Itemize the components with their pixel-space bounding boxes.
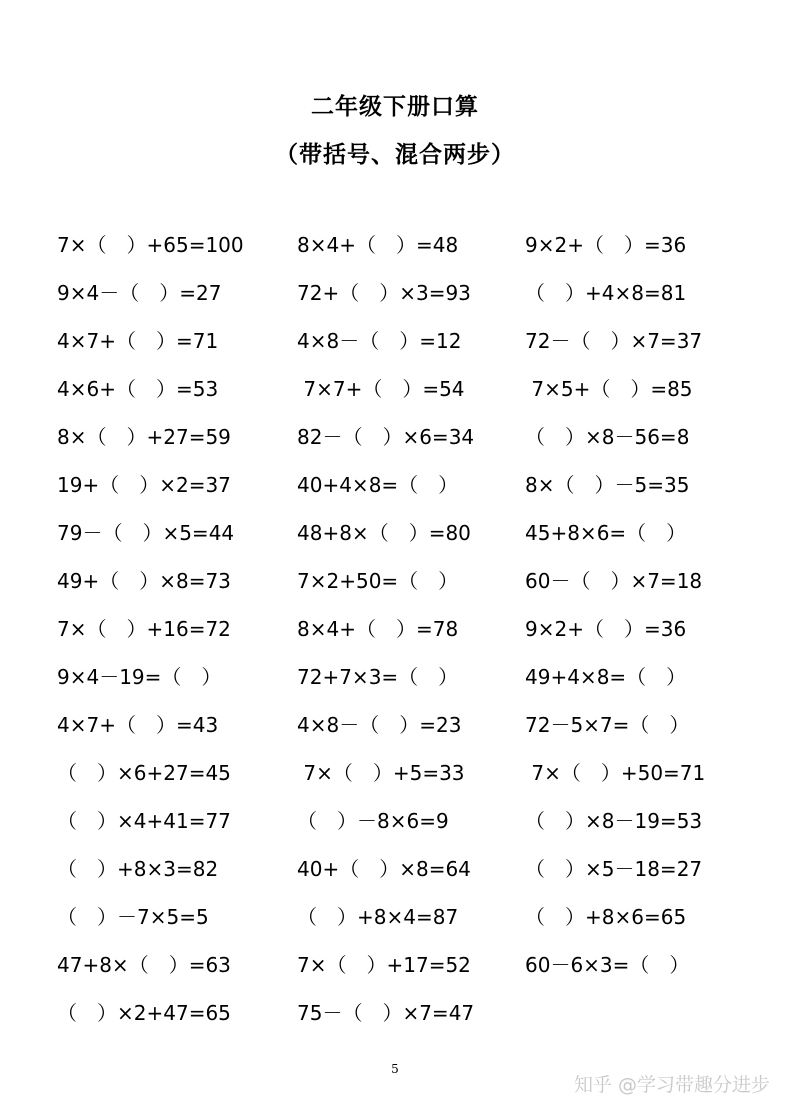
exercise-item: 7×（ ）+16=72 [57, 617, 231, 641]
exercise-item: 7×（ ）+50=71 [525, 761, 706, 785]
exercise-row [0, 562, 790, 610]
exercise-item: 4×7+（ ）=71 [57, 329, 219, 353]
exercise-item: 9×4－（ ）=27 [57, 281, 222, 305]
exercise-item: （ ）×8－19=53 [525, 809, 703, 833]
exercise-row [0, 706, 790, 754]
exercise-item: （ ）×4+41=77 [57, 809, 231, 833]
exercise-item: 40+4×8=（ ） [297, 473, 459, 497]
exercise-row [0, 994, 790, 1042]
exercise-item: 7×（ ）+65=100 [57, 233, 244, 257]
page-subtitle: （带括号、混合两步） [275, 142, 515, 168]
exercise-item: 45+8×6=（ ） [525, 521, 687, 545]
exercise-item: （ ）×5－18=27 [525, 857, 703, 881]
exercise-item: 75－（ ）×7=47 [297, 1001, 475, 1025]
exercise-row [0, 226, 790, 274]
exercise-row [0, 322, 790, 370]
exercise-row [0, 898, 790, 946]
exercise-row [0, 658, 790, 706]
exercise-item: 49+（ ）×8=73 [57, 569, 231, 593]
exercise-row [0, 274, 790, 322]
page-number: 5 [391, 1062, 399, 1076]
exercise-item: 72+（ ）×3=93 [297, 281, 471, 305]
exercise-item: 8×4+（ ）=78 [297, 617, 459, 641]
exercise-row [0, 802, 790, 850]
exercise-row [0, 418, 790, 466]
exercise-item: 40+（ ）×8=64 [297, 857, 471, 881]
exercise-row [0, 514, 790, 562]
exercise-item: 8×（ ）+27=59 [57, 425, 231, 449]
page-title: 二年级下册口算 [311, 94, 479, 120]
exercise-item: 60－（ ）×7=18 [525, 569, 703, 593]
exercise-row [0, 946, 790, 994]
exercise-item: 72－（ ）×7=37 [525, 329, 703, 353]
exercise-item: （ ）+8×3=82 [57, 857, 219, 881]
exercise-item: 8×4+（ ）=48 [297, 233, 459, 257]
exercise-item: （ ）×2+47=65 [57, 1001, 231, 1025]
exercise-item: 9×2+（ ）=36 [525, 617, 687, 641]
exercise-row [0, 850, 790, 898]
exercise-item: （ ）+4×8=81 [525, 281, 687, 305]
exercise-item: 47+8×（ ）=63 [57, 953, 231, 977]
exercise-item: 4×8－（ ）=23 [297, 713, 462, 737]
exercise-item: 9×4－19=（ ） [57, 665, 222, 689]
exercise-item: （ ）×8－56=8 [525, 425, 690, 449]
exercise-item: 4×8－（ ）=12 [297, 329, 462, 353]
exercise-item: 7×5+（ ）=85 [525, 377, 693, 401]
exercise-item: （ ）－8×6=9 [297, 809, 449, 833]
exercise-row [0, 466, 790, 514]
exercise-item: 60－6×3=（ ） [525, 953, 690, 977]
exercise-item: 72+7×3=（ ） [297, 665, 459, 689]
exercise-item: 9×2+（ ）=36 [525, 233, 687, 257]
exercise-item: 19+（ ）×2=37 [57, 473, 231, 497]
exercise-item: （ ）+8×4=87 [297, 905, 459, 929]
exercise-item: 4×7+（ ）=43 [57, 713, 219, 737]
exercise-item: 7×（ ）+17=52 [297, 953, 471, 977]
exercise-row [0, 610, 790, 658]
watermark: 知乎 @学习带趣分进步 [573, 1074, 770, 1096]
exercise-item: 7×7+（ ）=54 [297, 377, 465, 401]
exercise-item: （ ）－7×5=5 [57, 905, 209, 929]
exercise-item: 79－（ ）×5=44 [57, 521, 235, 545]
exercise-item: 82－（ ）×6=34 [297, 425, 475, 449]
exercise-item: 49+4×8=（ ） [525, 665, 687, 689]
exercise-item: 72－5×7=（ ） [525, 713, 690, 737]
exercise-item: （ ）+8×6=65 [525, 905, 687, 929]
exercise-grid [0, 226, 790, 1042]
exercise-item: 48+8×（ ）=80 [297, 521, 471, 545]
exercise-item: （ ）×6+27=45 [57, 761, 231, 785]
exercise-item: 8×（ ）－5=35 [525, 473, 690, 497]
exercise-row [0, 370, 790, 418]
exercise-item: 7×（ ）+5=33 [297, 761, 465, 785]
exercise-item: 7×2+50=（ ） [297, 569, 459, 593]
exercise-row [0, 754, 790, 802]
exercise-item: 4×6+（ ）=53 [57, 377, 219, 401]
